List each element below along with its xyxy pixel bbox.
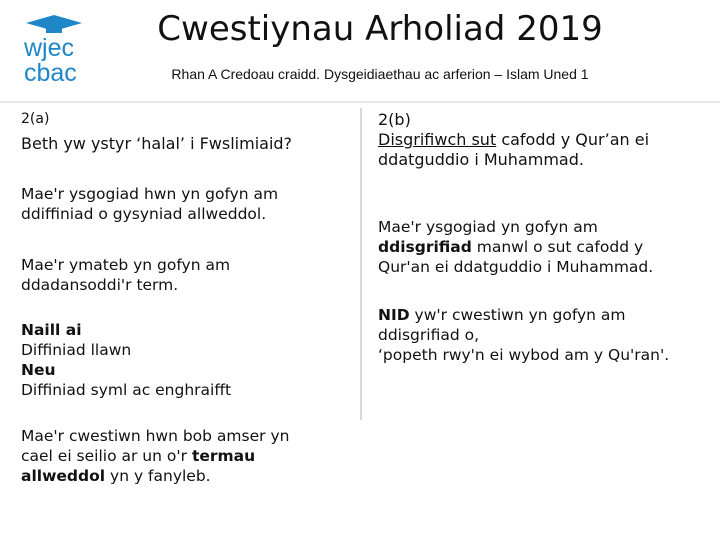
option-simple-definition-example: Diffiniad syml ac enghraifft: [21, 381, 232, 399]
describe-emphasis: ddisgrifiad: [378, 238, 472, 256]
guidance-line: cael ei seilio ar un o'r: [21, 447, 187, 465]
guidance-paragraph-2: [21, 255, 346, 295]
guidance-line: Mae'r ymateb yn gofyn am: [21, 256, 231, 274]
question-text: Disgrifiwch sut cafodd y Qur’an ei ddatguddio i Muhammad.: [378, 130, 650, 169]
guidance-line: yn y fanyleb.: [110, 467, 211, 485]
question-number: 2(a): [21, 111, 50, 127]
page-title: Cwestiynau Arholiad 2019: [157, 9, 603, 49]
guidance-line: ddisgrifiad o,: [378, 326, 480, 344]
question-2b-column: [378, 110, 708, 365]
guidance-line: ddadansoddi'r term.: [21, 276, 179, 294]
guidance-line: yw'r cwestiwn yn gofyn am: [414, 306, 626, 324]
option-or-label: Neu: [21, 361, 56, 379]
question-command-word: Disgrifiwch sut: [378, 130, 497, 149]
option-full-definition: Diffiniad llawn: [21, 341, 132, 359]
guidance-line: ‘popeth rwy'n ei wybod am y Qu'ran'.: [378, 346, 670, 364]
guidance-paragraph-4: [21, 426, 346, 486]
not-emphasis: NID: [378, 306, 410, 324]
header: [0, 0, 720, 100]
guidance-paragraph-2: [378, 305, 708, 365]
question-2a-column: [21, 110, 346, 486]
column-divider: [360, 108, 362, 420]
mortarboard-icon: [24, 14, 84, 34]
key-terms-emphasis: termau: [191, 447, 256, 465]
guidance-line: Qur'an ei ddatguddio i Muhammad.: [378, 258, 654, 276]
logo-text-wjec: wjec: [24, 34, 75, 62]
guidance-line: ddiffiniad o gysyniad allweddol.: [21, 205, 267, 223]
key-terms-emphasis: allweddol: [21, 467, 106, 485]
guidance-paragraph-1: [21, 184, 346, 224]
answer-options: [21, 320, 346, 400]
wjec-cbac-logo: [18, 14, 100, 86]
guidance-line: Mae'r cwestiwn hwn bob amser yn: [21, 427, 290, 445]
guidance-line: Mae'r ysgogiad hwn yn gofyn am: [21, 185, 279, 203]
page-subtitle: Rhan A Credoau craidd. Dysgeidiaethau ac arferion – Islam Uned 1: [171, 66, 589, 82]
logo-text-cbac: cbac: [24, 59, 77, 87]
question-text: Beth yw ystyr ‘halal’ i Fwslimiaid?: [21, 134, 293, 153]
question-number: 2(b): [378, 110, 411, 129]
header-divider: [0, 101, 720, 103]
guidance-paragraph-1: [378, 217, 708, 277]
guidance-line: manwl o sut cafodd y: [476, 238, 644, 256]
option-either-label: Naill ai: [21, 321, 82, 339]
guidance-line: Mae'r ysgogiad yn gofyn am: [378, 218, 598, 236]
